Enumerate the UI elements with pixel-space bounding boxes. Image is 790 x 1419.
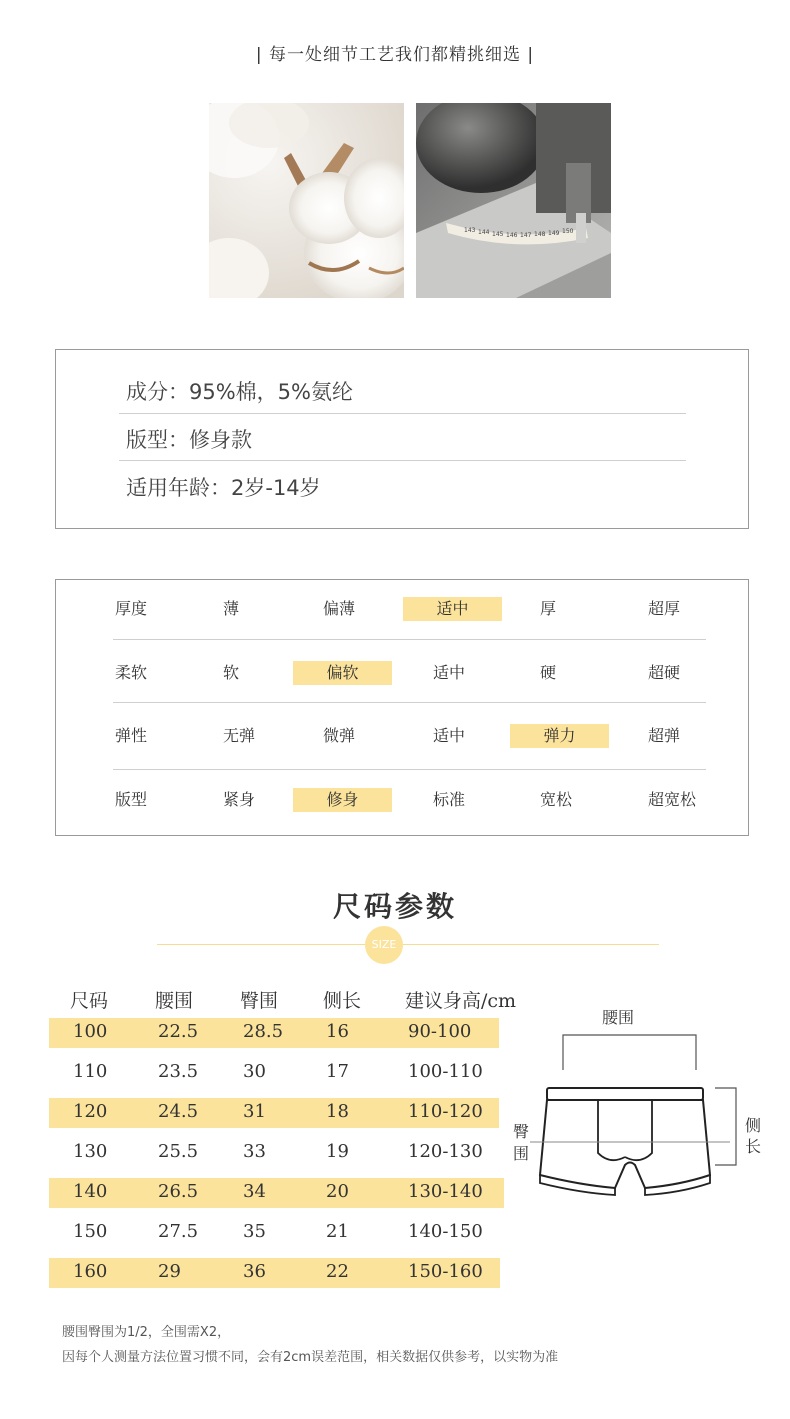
attribute-option-selected: 偏软 bbox=[293, 661, 392, 685]
table-cell: 110-120 bbox=[408, 1101, 483, 1122]
side-length-label-1: 侧 bbox=[745, 1116, 762, 1135]
svg-text:143: 143 bbox=[464, 227, 476, 234]
table-cell: 17 bbox=[326, 1061, 349, 1082]
table-cell: 25.5 bbox=[158, 1141, 199, 1162]
attribute-option: 紧身 bbox=[223, 790, 256, 809]
table-cell: 29 bbox=[158, 1261, 181, 1282]
table-cell: 21 bbox=[326, 1221, 349, 1242]
table-cell: 130-140 bbox=[408, 1181, 483, 1202]
size-header: 臀围 bbox=[240, 990, 279, 1012]
attribute-option: 软 bbox=[223, 663, 240, 682]
attribute-option: 超硬 bbox=[648, 663, 681, 682]
divider bbox=[113, 702, 706, 703]
spec-fit: 版型：修身款 bbox=[126, 428, 252, 452]
attribute-label: 弹性 bbox=[115, 726, 148, 745]
table-cell: 100 bbox=[73, 1021, 108, 1042]
sewing-machine-icon bbox=[416, 103, 611, 298]
attribute-option: 偏薄 bbox=[323, 599, 356, 618]
table-cell: 19 bbox=[326, 1141, 349, 1162]
table-cell: 34 bbox=[243, 1181, 266, 1202]
table-cell: 36 bbox=[243, 1261, 266, 1282]
spec-composition: 成分：95%棉，5%氨纶 bbox=[126, 380, 353, 404]
attribute-option: 超宽松 bbox=[648, 790, 697, 809]
divider bbox=[113, 769, 706, 770]
attribute-option: 硬 bbox=[540, 663, 557, 682]
attribute-option: 薄 bbox=[223, 599, 240, 618]
boxer-shorts-diagram-icon bbox=[530, 1025, 770, 1215]
attribute-option: 无弹 bbox=[223, 726, 256, 745]
table-cell: 130 bbox=[73, 1141, 108, 1162]
attribute-option: 超弹 bbox=[648, 726, 681, 745]
cotton-photo bbox=[209, 103, 404, 298]
attribute-option: 厚 bbox=[540, 599, 557, 618]
attribute-box bbox=[55, 579, 749, 836]
svg-text:148: 148 bbox=[534, 231, 546, 238]
table-cell: 22 bbox=[326, 1261, 349, 1282]
table-cell: 22.5 bbox=[158, 1021, 199, 1042]
table-cell: 90-100 bbox=[408, 1021, 472, 1042]
table-cell: 150 bbox=[73, 1221, 108, 1242]
cotton-flower-icon bbox=[209, 103, 404, 298]
spec-age: 适用年龄：2岁-14岁 bbox=[126, 476, 321, 500]
table-cell: 160 bbox=[73, 1261, 108, 1282]
size-header: 腰围 bbox=[155, 990, 194, 1012]
table-cell: 16 bbox=[326, 1021, 349, 1042]
table-cell: 110 bbox=[73, 1061, 108, 1082]
attribute-option: 适中 bbox=[433, 663, 466, 682]
attribute-option: 标准 bbox=[433, 790, 466, 809]
sewing-photo bbox=[416, 103, 611, 298]
table-cell: 24.5 bbox=[158, 1101, 199, 1122]
attribute-option: 宽松 bbox=[540, 790, 573, 809]
side-length-label-2: 长 bbox=[745, 1137, 762, 1156]
table-cell: 20 bbox=[326, 1181, 349, 1202]
table-cell: 35 bbox=[243, 1221, 266, 1242]
attribute-option: 适中 bbox=[433, 726, 466, 745]
hip-label-1: 臀 bbox=[513, 1122, 530, 1141]
svg-text:144: 144 bbox=[478, 229, 490, 236]
attribute-option: 微弹 bbox=[323, 726, 356, 745]
attribute-label: 柔软 bbox=[115, 663, 148, 682]
size-badge: SIZE bbox=[365, 926, 403, 964]
divider bbox=[119, 413, 686, 414]
attribute-label: 厚度 bbox=[115, 599, 148, 618]
attribute-option-selected: 修身 bbox=[293, 788, 392, 812]
table-cell: 30 bbox=[243, 1061, 266, 1082]
attribute-option-selected: 弹力 bbox=[510, 724, 609, 748]
svg-text:149: 149 bbox=[548, 230, 560, 237]
table-cell: 18 bbox=[326, 1101, 349, 1122]
table-cell: 23.5 bbox=[158, 1061, 199, 1082]
attribute-option: 超厚 bbox=[648, 599, 681, 618]
table-cell: 140-150 bbox=[408, 1221, 483, 1242]
table-cell: 100-110 bbox=[408, 1061, 483, 1082]
attribute-label: 版型 bbox=[115, 790, 148, 809]
table-cell: 120 bbox=[73, 1101, 108, 1122]
divider bbox=[157, 944, 365, 945]
note-line-2: 因每个人测量方法位置习惯不同，会有2cm误差范围，相关数据仅供参考，以实物为准 bbox=[62, 1350, 559, 1365]
size-header: 尺码 bbox=[70, 990, 109, 1012]
svg-text:146: 146 bbox=[506, 232, 518, 239]
table-cell: 31 bbox=[243, 1101, 266, 1122]
size-section-title: 尺码参数 bbox=[332, 890, 457, 923]
table-cell: 150-160 bbox=[408, 1261, 483, 1282]
hip-label-2: 围 bbox=[513, 1144, 530, 1163]
table-cell: 26.5 bbox=[158, 1181, 199, 1202]
svg-text:147: 147 bbox=[520, 232, 532, 239]
divider bbox=[403, 944, 659, 945]
divider bbox=[113, 639, 706, 640]
note-line-1: 腰围臀围为1/2，全围需X2， bbox=[62, 1325, 231, 1340]
svg-text:145: 145 bbox=[492, 231, 504, 238]
table-cell: 120-130 bbox=[408, 1141, 483, 1162]
table-cell: 27.5 bbox=[158, 1221, 199, 1242]
waist-label: 腰围 bbox=[602, 1008, 635, 1027]
divider bbox=[119, 460, 686, 461]
attribute-option-selected: 适中 bbox=[403, 597, 502, 621]
size-header: 建议身高/cm bbox=[405, 990, 517, 1012]
svg-text:150: 150 bbox=[562, 228, 574, 235]
table-cell: 28.5 bbox=[243, 1021, 284, 1042]
size-header: 侧长 bbox=[323, 990, 362, 1012]
page-title: | 每一处细节工艺我们都精挑细选 | bbox=[255, 45, 535, 65]
table-cell: 33 bbox=[243, 1141, 266, 1162]
table-cell: 140 bbox=[73, 1181, 108, 1202]
